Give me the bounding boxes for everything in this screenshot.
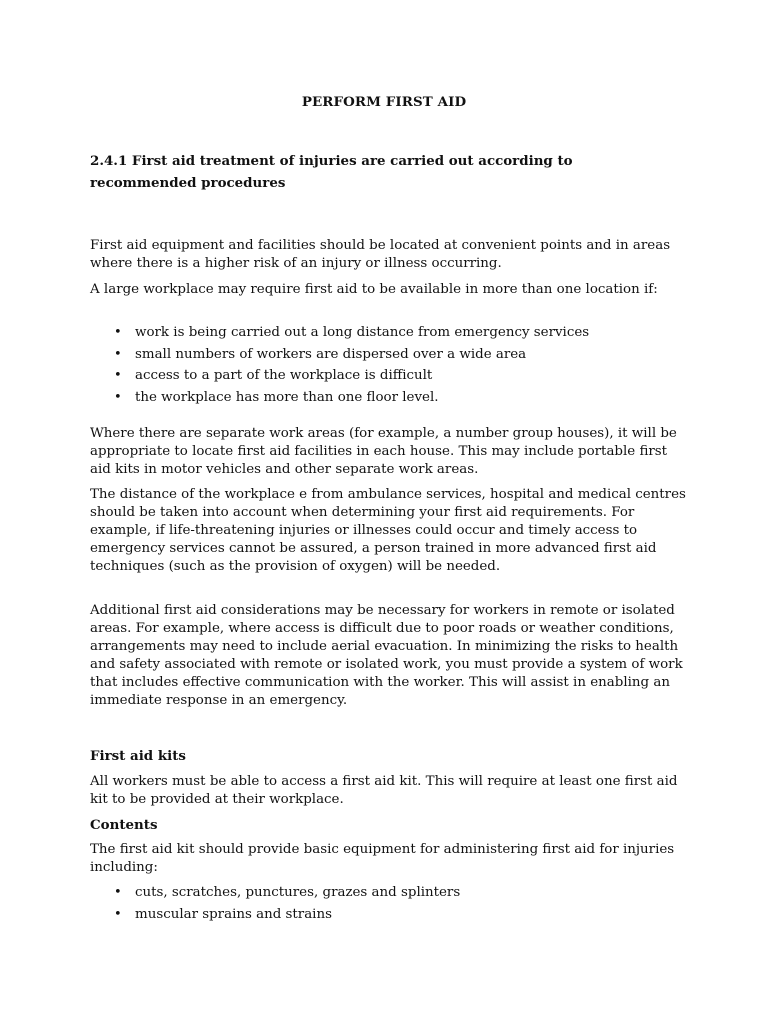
paragraph-distance: The distance of the workplace e from ambulance services, hospital and medical centres should be taken into account when determining your first aid requirements. For example, if life-threatening injuries or illnesses could occur and timely access to emergency services cannot be assured, a person trained in more advanced first aid techniques (such as the provision of oxygen) will be needed. [90, 487, 686, 574]
bullet-icon: • [114, 389, 122, 405]
subheading-first-aid-kits: First aid kits [90, 748, 186, 764]
bullet-list-injuries [90, 882, 690, 925]
paragraph-kit-contents: The first aid kit should provide basic equipment for administering first aid for injuries including: [90, 842, 675, 875]
subheading-contents: Contents [90, 817, 158, 833]
bullet-icon: • [114, 346, 122, 362]
paragraph-separate-work-areas: Where there are separate work areas (for example, a number group houses), it will be appropriate to locate first aid facilities in each house. This may include portable first aid kits in motor vehicles and other separate work areas. [90, 426, 677, 477]
paragraph-equipment-location: First aid equipment and facilities should be located at convenient points and in areas where there is a higher risk of an injury or illness occurring. [90, 238, 671, 271]
document-title: PERFORM FIRST AID [301, 94, 467, 110]
bullet-icon: • [114, 368, 122, 383]
bullet-icon: • [114, 885, 122, 900]
bullet-list-locations [90, 322, 690, 408]
section-heading: 2.4.1 First aid treatment of injuries are carried out according to recommended procedures [90, 153, 573, 191]
list-item: • muscular sprains and strains [90, 904, 690, 926]
list-item: • cuts, scratches, punctures, grazes and splinters [90, 882, 690, 904]
list-item: • the workplace has more than one floor level. [90, 387, 690, 409]
bullet-icon: • [114, 906, 122, 922]
paragraph-large-workplace: A large workplace may require first aid to be available in more than one location if: [90, 282, 658, 297]
paragraph-kit-access: All workers must be able to access a first aid kit. This will require at least one first aid kit to be provided at their workplace. [90, 774, 678, 807]
list-item: • work is being carried out a long distance from emergency services [90, 322, 690, 344]
bullet-icon: • [114, 325, 122, 340]
paragraph-remote-areas: Additional first aid considerations may be necessary for workers in remote or isolated areas. For example, where access is difficult due to poor roads or weather conditions, arrangements may need to include aerial evacuation. In minimizing the risks to health and safety associated with remote or isolated work, you must provide a system of work that includes effective communication with the worker. This will assist in enabling an immediate response in an emergency. [90, 603, 683, 708]
list-item: • small numbers of workers are dispersed over a wide area [90, 344, 690, 366]
list-item: • access to a part of the workplace is difficult [90, 365, 690, 387]
